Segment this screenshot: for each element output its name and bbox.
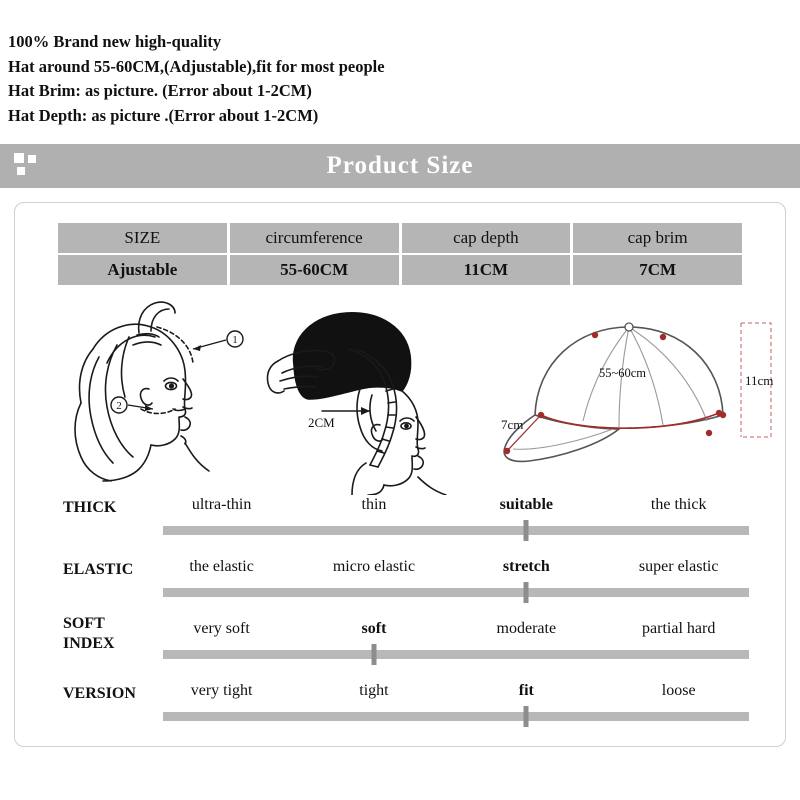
- attribute-scale-elastic: [163, 552, 749, 608]
- woman-ponytail-measure-illustration: [33, 293, 248, 493]
- table-cell-size: Ajustable: [57, 254, 229, 286]
- table-cell-cap-depth: 11CM: [400, 254, 572, 286]
- attribute-option-version-1: tight: [359, 682, 389, 699]
- description-line-3: Hat Brim: as picture. (Error about 1-2CM): [8, 81, 312, 100]
- attribute-option-thick-0: ultra-thin: [191, 496, 252, 513]
- cap-depth-label: 11cm: [745, 373, 774, 388]
- attribute-tick-thick: [524, 520, 529, 541]
- attribute-label-thick: THICK: [63, 499, 117, 516]
- illustration-row: [15, 293, 785, 493]
- cap-brim-label: 7cm: [501, 417, 524, 432]
- table-header-cap-brim: cap brim: [572, 222, 744, 254]
- svg-text:1: 1: [232, 334, 238, 346]
- attribute-option-soft-1: soft: [361, 620, 387, 637]
- description-line-2: Hat around 55-60CM,(Adjustable),fit for most people: [8, 56, 385, 76]
- attribute-scale-thick: [163, 490, 749, 546]
- size-card: [14, 202, 786, 747]
- description-line-1: 100% Brand new high-quality: [8, 32, 222, 51]
- attribute-scale-version: [163, 676, 749, 732]
- attribute-option-thick-3: the thick: [650, 496, 707, 513]
- attribute-option-elastic-2: stretch: [502, 558, 550, 575]
- attribute-option-soft-2: moderate: [496, 620, 557, 637]
- attribute-label-version: VERSION: [63, 685, 136, 702]
- attribute-scales: [15, 490, 785, 738]
- attribute-label-soft-index: [63, 614, 173, 654]
- attribute-label-soft-index-line1: SOFT: [63, 615, 105, 632]
- cap-circumference-label: 55~60cm: [599, 366, 647, 380]
- attribute-scale-soft-index: [163, 614, 749, 670]
- size-table: [55, 221, 745, 287]
- head-depth-measure-illustration: [260, 295, 470, 495]
- attribute-tick-soft-index: [371, 644, 376, 665]
- attribute-option-version-3: loose: [661, 682, 696, 699]
- cap-dimensions-illustration: [495, 311, 786, 481]
- table-cell-cap-brim: 7CM: [572, 254, 744, 286]
- attribute-row-version: [33, 676, 767, 738]
- attribute-option-elastic-0: the elastic: [189, 558, 254, 575]
- attribute-tick-elastic: [524, 582, 529, 603]
- attribute-row-soft-index: [33, 614, 767, 676]
- table-header-circumference: circumference: [228, 222, 400, 254]
- attribute-label-elastic: ELASTIC: [63, 561, 134, 578]
- attribute-label-soft-index-line2: INDEX: [63, 635, 115, 652]
- table-cell-circumference: 55-60CM: [228, 254, 400, 286]
- table-header-row: [57, 222, 744, 254]
- depth-label-2cm: 2CM: [308, 415, 335, 430]
- product-size-banner: [0, 144, 800, 188]
- description-block: [0, 0, 800, 128]
- attribute-bar-soft-index: [163, 650, 749, 659]
- attribute-option-version-2: fit: [518, 682, 534, 699]
- squares-icon: [14, 153, 40, 179]
- attribute-option-version-0: very tight: [190, 682, 253, 699]
- attribute-option-thick-2: suitable: [499, 496, 553, 513]
- banner-title: Product Size: [326, 152, 474, 179]
- attribute-row-elastic: [33, 552, 767, 614]
- attribute-option-elastic-1: micro elastic: [332, 558, 416, 575]
- attribute-bar-version: [163, 712, 749, 721]
- svg-text:2: 2: [116, 400, 122, 412]
- attribute-option-soft-0: very soft: [193, 620, 250, 637]
- attribute-row-thick: [33, 490, 767, 552]
- table-row: [57, 254, 744, 286]
- description-line-4: Hat Depth: as picture .(Error about 1-2CM): [8, 105, 319, 125]
- attribute-option-elastic-3: super elastic: [638, 558, 719, 575]
- attribute-bar-thick: [163, 526, 749, 535]
- attribute-option-soft-3: partial hard: [642, 620, 716, 637]
- table-header-cap-depth: cap depth: [400, 222, 572, 254]
- table-header-size: SIZE: [57, 222, 229, 254]
- attribute-bar-elastic: [163, 588, 749, 597]
- attribute-tick-version: [524, 706, 529, 727]
- attribute-option-thick-1: thin: [361, 496, 387, 513]
